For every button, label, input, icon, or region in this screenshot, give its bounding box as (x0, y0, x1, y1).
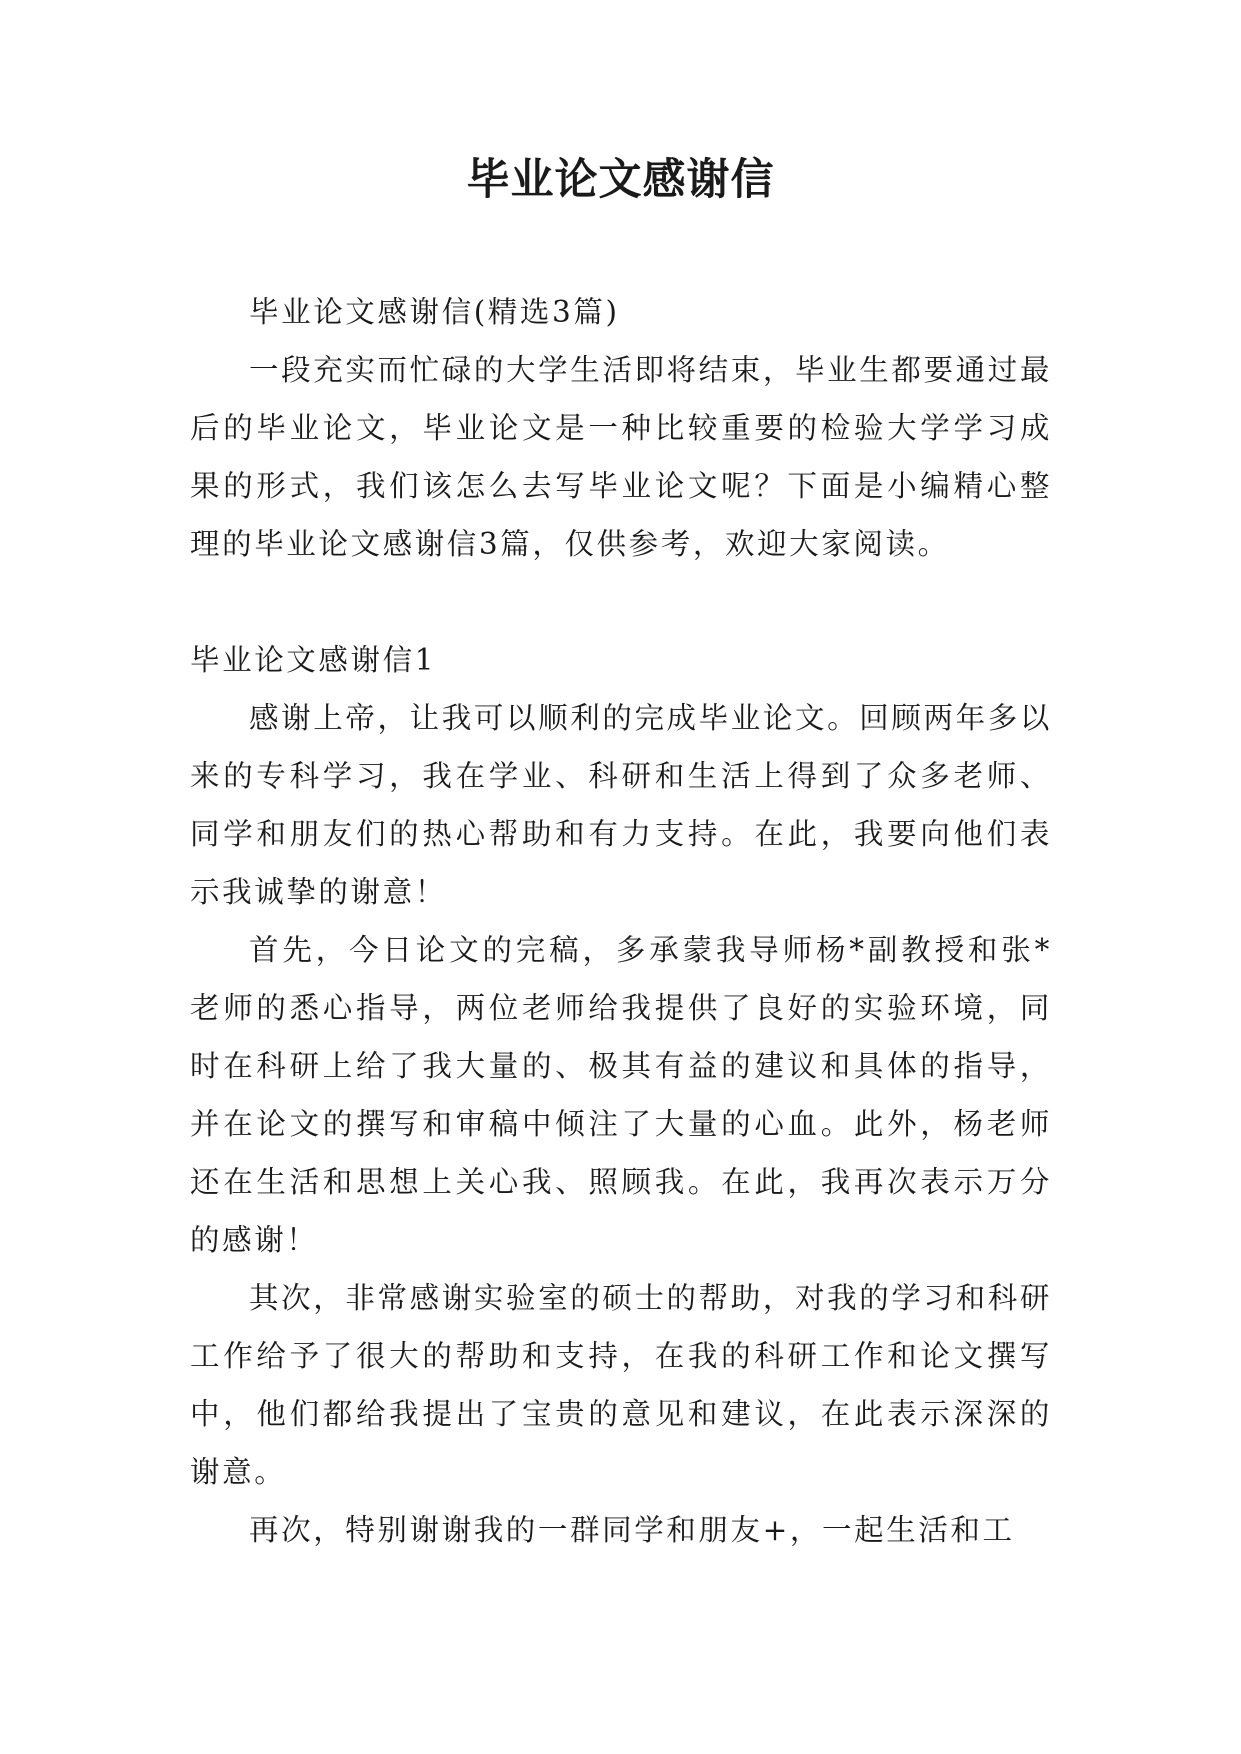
document-body (190, 283, 1052, 1559)
document-title: 毕业论文感谢信 (466, 155, 775, 205)
paragraph-spacer (190, 573, 1052, 631)
body-paragraph: 其次，非常感谢实验室的硕士的帮助，对我的学习和科研工作给予了很大的帮助和支持，在我的科研工作和论文撰写中，他们都给我提出了宝贵的意见和建议，在此表示深深的谢意。 (190, 1281, 1052, 1489)
body-paragraph: 再次，特别谢谢我的一群同学和朋友+，一起生活和工 (249, 1513, 1015, 1547)
body-paragraph: 首先，今日论文的完稿，多承蒙我导师杨*副教授和张*老师的悉心指导，两位老师给我提供了良好的实验环境，同时在科研上给了我大量的、极其有益的建议和具体的指导，并在论文的撰写和审稿中倾注了大量的心血。此外，杨老师还在生活和思想上关心我、照顾我。在此，我再次表示万分的感谢！ (190, 933, 1052, 1257)
section-heading: 毕业论文感谢信1 (190, 643, 437, 677)
subtitle-paragraph: 毕业论文感谢信(精选3篇) (249, 295, 620, 329)
intro-paragraph: 一段充实而忙碌的大学生活即将结束，毕业生都要通过最后的毕业论文，毕业论文是一种比较重要的检验大学学习成果的形式，我们该怎么去写毕业论文呢？下面是小编精心整理的毕业论文感谢信3篇，仅供参考，欢迎大家阅读。 (190, 353, 1052, 561)
body-paragraph: 感谢上帝，让我可以顺利的完成毕业论文。回顾两年多以来的专科学习，我在学业、科研和生活上得到了众多老师、同学和朋友们的热心帮助和有力支持。在此，我要向他们表示我诚挚的谢意！ (190, 701, 1052, 909)
